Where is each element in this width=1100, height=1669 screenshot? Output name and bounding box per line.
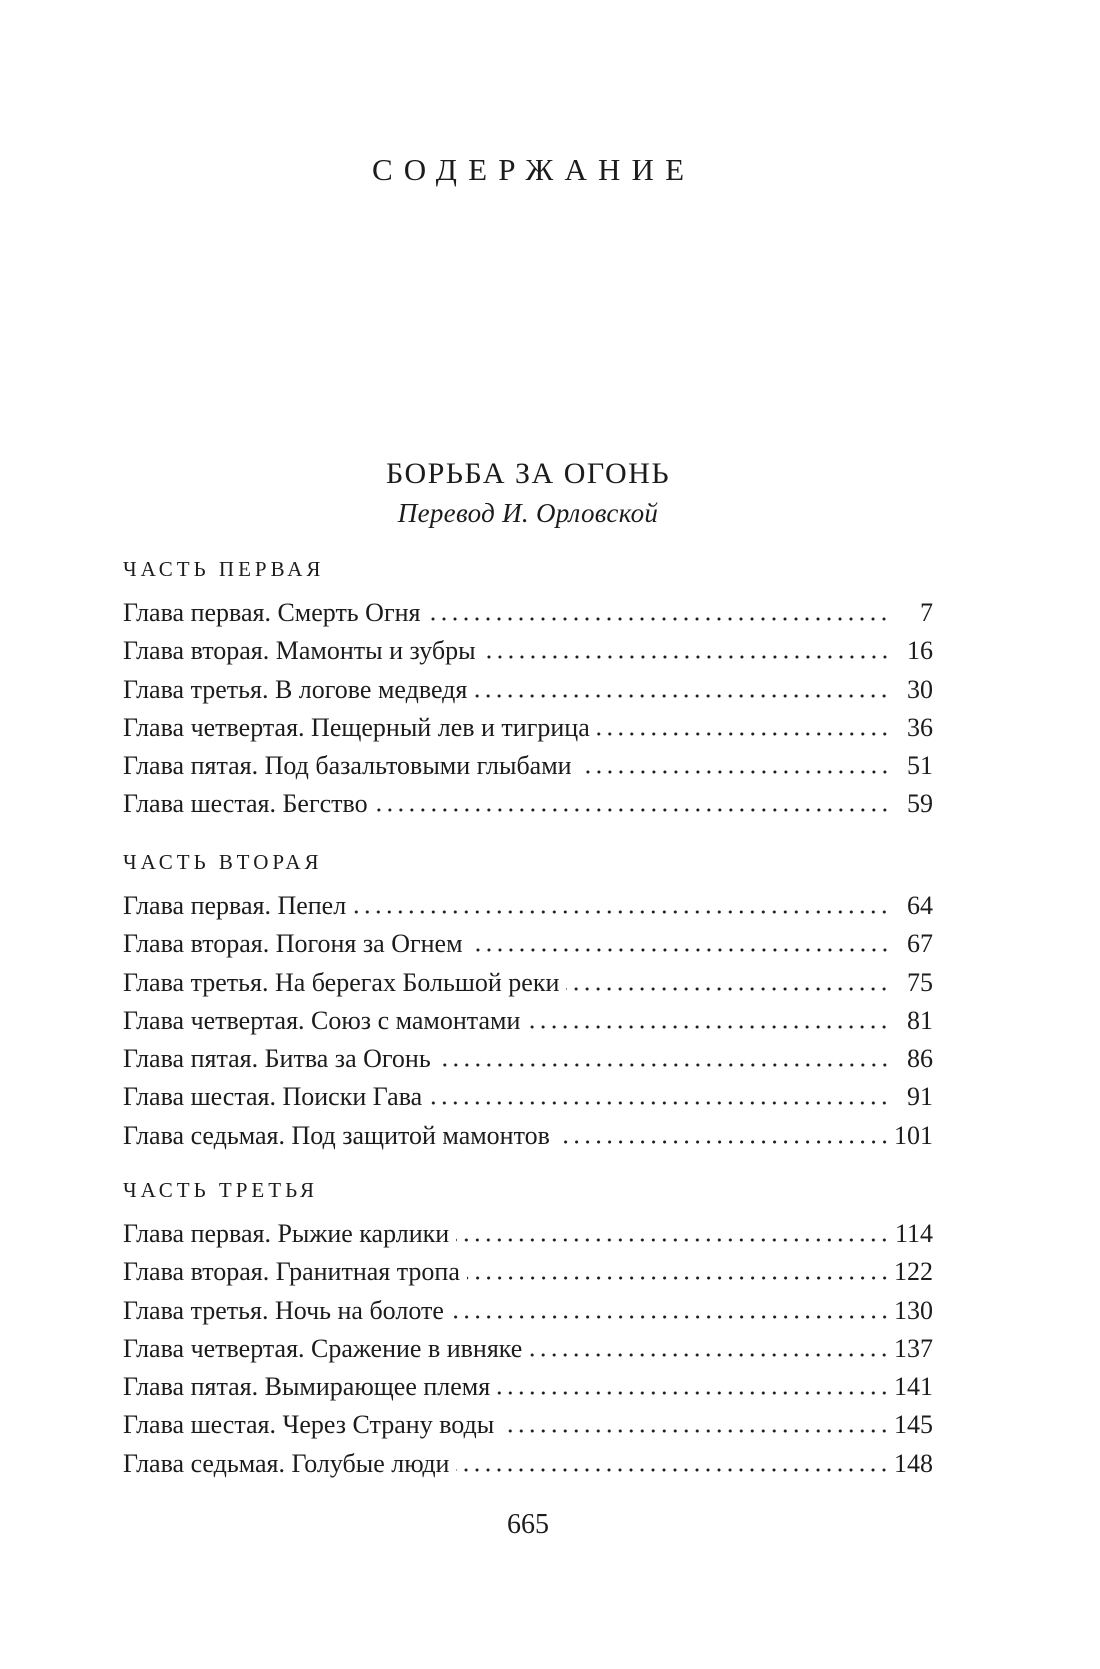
toc-entry bbox=[123, 887, 933, 925]
dot-leader bbox=[470, 948, 890, 952]
chapter-title: Глава пятая. Вымирающее племя bbox=[123, 1372, 491, 1402]
dot-leader bbox=[527, 1025, 890, 1029]
part-section bbox=[123, 843, 933, 1155]
chapter-title: Глава пятая. Битва за Огонь bbox=[123, 1044, 431, 1074]
chapter-page-number: 148 bbox=[894, 1448, 933, 1478]
chapter-title: Глава третья. На берегах Большой реки bbox=[123, 967, 560, 997]
toc-entry bbox=[123, 1117, 933, 1155]
dot-leader bbox=[557, 1140, 890, 1144]
chapter-title: Глава третья. Ночь на болоте bbox=[123, 1295, 444, 1325]
chapter-page-number: 36 bbox=[907, 712, 933, 742]
chapter-page-number: 75 bbox=[907, 967, 933, 997]
part-section bbox=[123, 1171, 933, 1483]
chapter-page-number: 16 bbox=[907, 636, 933, 666]
dot-leader bbox=[497, 1391, 890, 1395]
toc-entry bbox=[123, 1040, 933, 1078]
toc-entry bbox=[123, 747, 933, 785]
chapter-title: Глава шестая. Бегство bbox=[123, 789, 368, 819]
chapter-page-number: 64 bbox=[907, 891, 933, 920]
dot-leader bbox=[501, 1429, 890, 1433]
chapter-title: Глава вторая. Мамонты и зубры bbox=[123, 636, 476, 666]
chapter-title: Глава первая. Рыжие карлики bbox=[123, 1219, 450, 1248]
chapter-page-number: 86 bbox=[907, 1044, 933, 1074]
toc-entry bbox=[123, 594, 933, 632]
toc-entry bbox=[123, 1368, 933, 1406]
part-title: ЧАСТЬ ПЕРВАЯ bbox=[123, 557, 325, 581]
dot-leader bbox=[566, 987, 890, 991]
chapter-title: Глава шестая. Поиски Гава bbox=[123, 1082, 423, 1112]
chapter-list bbox=[123, 594, 933, 824]
chapter-title: Глава седьмая. Под защитой мамонтов bbox=[123, 1120, 550, 1150]
chapter-page-number: 141 bbox=[894, 1372, 933, 1402]
toc-entry bbox=[123, 1292, 933, 1330]
chapter-page-number: 59 bbox=[907, 789, 933, 819]
dot-leader bbox=[456, 1238, 890, 1242]
toc-entry bbox=[123, 1445, 933, 1483]
dot-leader bbox=[579, 770, 890, 774]
chapter-title: Глава седьмая. Голубые люди bbox=[123, 1448, 450, 1478]
toc-entry bbox=[123, 1215, 933, 1253]
chapter-page-number: 67 bbox=[907, 929, 933, 959]
chapter-page-number: 91 bbox=[907, 1082, 933, 1112]
chapter-title: Глава первая. Пепел bbox=[123, 891, 347, 920]
dot-leader bbox=[597, 732, 890, 736]
chapter-title: Глава четвертая. Сражение в ивняке bbox=[123, 1333, 523, 1363]
dot-leader bbox=[427, 617, 890, 621]
dot-leader bbox=[529, 1353, 890, 1357]
chapter-title: Глава вторая. Гранитная тропа bbox=[123, 1257, 460, 1287]
toc-entry bbox=[123, 632, 933, 670]
chapter-title: Глава вторая. Погоня за Огнем bbox=[123, 929, 463, 959]
part-section bbox=[123, 550, 933, 824]
chapter-page-number: 122 bbox=[894, 1257, 933, 1287]
chapter-page-number: 130 bbox=[894, 1295, 933, 1325]
chapter-title: Глава четвертая. Союз с мамонтами bbox=[123, 1005, 521, 1035]
toc-entry bbox=[123, 1330, 933, 1368]
toc-entry bbox=[123, 785, 933, 823]
translator-credit: Перевод И. Орловской bbox=[397, 498, 659, 528]
toc-entry bbox=[123, 671, 933, 709]
toc-entry bbox=[123, 1253, 933, 1291]
chapter-page-number: 114 bbox=[894, 1219, 933, 1248]
toc-entry bbox=[123, 1078, 933, 1116]
page-number: 665 bbox=[507, 1509, 549, 1540]
dot-leader bbox=[375, 808, 890, 812]
chapter-title: Глава пятая. Под базальтовыми глыбами bbox=[123, 751, 572, 781]
toc-entry bbox=[123, 925, 933, 963]
chapter-page-number: 101 bbox=[894, 1120, 933, 1150]
dot-leader bbox=[456, 1468, 890, 1472]
work-title: БОРЬБА ЗА ОГОНЬ bbox=[385, 457, 671, 490]
toc-entry bbox=[123, 1002, 933, 1040]
contents-heading: СОДЕРЖАНИЕ bbox=[371, 152, 696, 187]
chapter-page-number: 30 bbox=[907, 674, 933, 704]
chapter-page-number: 137 bbox=[894, 1333, 933, 1363]
chapter-list bbox=[123, 1215, 933, 1483]
dot-leader bbox=[483, 655, 890, 659]
dot-leader bbox=[438, 1063, 890, 1067]
toc-entry bbox=[123, 709, 933, 747]
dot-leader bbox=[474, 694, 890, 698]
chapter-title: Глава первая. Смерть Огня bbox=[123, 598, 421, 627]
chapter-title: Глава третья. В логове медведя bbox=[123, 674, 468, 704]
chapter-title: Глава четвертая. Пещерный лев и тигрица bbox=[123, 712, 590, 742]
chapter-page-number: 81 bbox=[907, 1005, 933, 1035]
chapter-page-number: 145 bbox=[894, 1410, 933, 1440]
part-title: ЧАСТЬ ВТОРАЯ bbox=[123, 850, 323, 874]
chapter-list bbox=[123, 887, 933, 1155]
chapter-title: Глава шестая. Через Страну воды bbox=[123, 1410, 495, 1440]
chapter-page-number: 7 bbox=[920, 598, 933, 627]
chapter-page-number: 51 bbox=[907, 751, 933, 781]
dot-leader bbox=[467, 1276, 890, 1280]
toc-entry bbox=[123, 1406, 933, 1444]
dot-leader bbox=[353, 910, 890, 914]
dot-leader bbox=[451, 1315, 890, 1319]
part-title: ЧАСТЬ ТРЕТЬЯ bbox=[123, 1178, 319, 1202]
toc-entry bbox=[123, 964, 933, 1002]
dot-leader bbox=[429, 1101, 890, 1105]
